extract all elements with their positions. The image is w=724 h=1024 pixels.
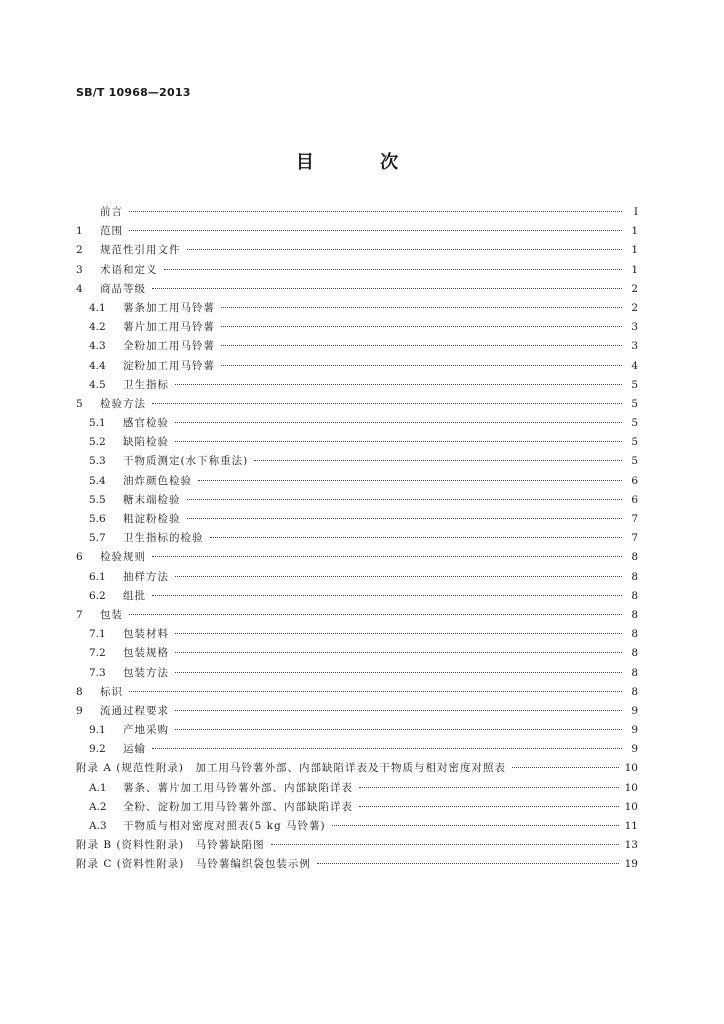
toc-subentry[interactable] — [76, 665, 638, 684]
toc-entry-page: 1 — [631, 225, 638, 238]
leader-dots — [359, 806, 619, 807]
toc-entry-title: 缺陷检验 — [123, 436, 169, 449]
toc-entry-title: 商品等级 — [100, 282, 146, 295]
toc-entry-number: 5.2 — [89, 436, 106, 449]
toc-entry-title: 运输 — [123, 743, 146, 756]
toc-entry[interactable] — [76, 262, 638, 281]
toc-entry-page: 5 — [631, 455, 638, 468]
toc-subentry[interactable] — [76, 722, 638, 741]
toc-entry-number: 6 — [76, 551, 83, 564]
toc-subentry[interactable] — [76, 741, 638, 760]
leader-dots — [129, 691, 622, 692]
leader-dots — [187, 249, 623, 250]
toc-entry-title: 油炸颜色检验 — [123, 474, 192, 487]
toc-entry-title: 薯片加工用马铃薯 — [123, 321, 215, 334]
toc-entry-page: 8 — [631, 647, 638, 660]
leader-dots — [359, 787, 619, 788]
toc-annex-entry[interactable] — [76, 760, 638, 779]
leader-dots — [221, 365, 622, 366]
toc-entry-title: 薯条加工用马铃薯 — [123, 301, 215, 314]
toc-entry-title: 干物质与相对密度对照表(5 kg 马铃薯) — [123, 820, 326, 832]
toc-entry-number: A.1 — [89, 781, 107, 794]
toc-entry-page: 7 — [631, 532, 638, 545]
toc-entry[interactable] — [76, 204, 638, 223]
leader-dots — [221, 307, 622, 308]
toc-entry-page: 1 — [631, 244, 638, 257]
toc-entry-title: 包装方法 — [123, 666, 169, 679]
toc-entry-number: 4 — [76, 282, 83, 295]
toc-entry-title: 全粉、淀粉加工用马铃薯外部、内部缺陷详表 — [123, 800, 353, 813]
toc-annex-entry[interactable] — [76, 837, 638, 856]
standard-code: SB/T 10968—2013 — [76, 86, 191, 99]
toc-entry-number: 9.2 — [89, 743, 106, 756]
toc-subentry[interactable] — [76, 626, 638, 645]
toc-entry[interactable] — [76, 396, 638, 415]
toc-entry-page: 9 — [631, 704, 638, 717]
leader-dots — [175, 672, 622, 673]
toc-entry-page: 5 — [631, 417, 638, 430]
toc-entry-page: 10 — [624, 781, 638, 794]
toc-entry-title: 包装 — [100, 608, 123, 621]
toc-entry-title: 附录 B (资料性附录) 马铃薯缺陷图 — [76, 839, 265, 852]
toc-entry-number: 4.3 — [89, 340, 106, 353]
toc-subentry[interactable] — [76, 319, 638, 338]
toc-entry-page: 10 — [624, 762, 638, 775]
toc-entry-number: 9 — [76, 704, 83, 717]
leader-dots — [254, 460, 622, 461]
toc-entry-title: 卫生指标的检验 — [123, 532, 204, 545]
toc-entry-page: 4 — [631, 359, 638, 372]
toc-entry-title: 组批 — [123, 589, 146, 602]
toc-entry-title: 抽样方法 — [123, 570, 169, 583]
leader-dots — [317, 863, 619, 864]
toc-entry-page: 11 — [624, 820, 638, 832]
leader-dots — [152, 595, 622, 596]
toc-entry-number: 8 — [76, 685, 83, 698]
toc-entry-title: 规范性引用文件 — [100, 244, 181, 257]
toc-entry[interactable] — [76, 281, 638, 300]
toc-entry-title: 附录 C (资料性附录) 马铃薯编织袋包装示例 — [76, 858, 311, 871]
table-of-contents — [76, 204, 638, 876]
leader-dots — [164, 269, 623, 270]
toc-entry-page: 8 — [631, 628, 638, 641]
leader-dots — [175, 422, 622, 423]
leader-dots — [221, 326, 622, 327]
toc-entry-title: 前言 — [100, 206, 123, 218]
toc-entry-number: 5.3 — [89, 455, 106, 468]
leader-dots — [221, 345, 622, 346]
toc-subentry[interactable] — [76, 415, 638, 434]
toc-entry-title: 粗淀粉检验 — [123, 513, 181, 525]
toc-entry-title: 术语和定义 — [100, 263, 158, 276]
toc-entry-title: 淀粉加工用马铃薯 — [123, 359, 215, 372]
toc-entry[interactable] — [76, 223, 638, 242]
toc-entry-number: 2 — [76, 244, 83, 257]
leader-dots — [271, 844, 619, 845]
toc-subentry[interactable] — [76, 434, 638, 453]
toc-entry-number: 6.1 — [89, 570, 106, 583]
toc-entry[interactable] — [76, 703, 638, 722]
toc-entry-number: 9.1 — [89, 724, 106, 737]
leader-dots — [175, 729, 622, 730]
toc-entry-title: 检验方法 — [100, 397, 146, 410]
toc-entry-number: 4.5 — [89, 378, 106, 391]
toc-entry[interactable] — [76, 242, 638, 261]
toc-entry-number: 5 — [76, 397, 83, 410]
toc-entry-page: 5 — [631, 436, 638, 449]
toc-entry-number: 4.2 — [89, 321, 106, 334]
toc-entry-page: 9 — [631, 724, 638, 737]
toc-entry-title: 流通过程要求 — [100, 704, 169, 717]
toc-subentry[interactable] — [76, 818, 638, 837]
toc-entry-page: 5 — [631, 378, 638, 391]
toc-subentry[interactable] — [76, 377, 638, 396]
toc-entry-page: 13 — [624, 839, 638, 852]
toc-subentry[interactable] — [76, 780, 638, 799]
toc-entry-page: 7 — [631, 513, 638, 525]
leader-dots — [129, 614, 622, 615]
toc-entry-number: 5.5 — [89, 493, 106, 506]
leader-dots — [152, 748, 622, 749]
leader-dots — [187, 499, 623, 500]
toc-entry-number: 4.1 — [89, 301, 106, 314]
leader-dots — [175, 576, 622, 577]
toc-annex-entry[interactable] — [76, 856, 638, 875]
toc-entry-number: A.3 — [89, 820, 107, 832]
leader-dots — [175, 633, 622, 634]
toc-entry-number: 4.4 — [89, 359, 106, 372]
toc-entry[interactable] — [76, 684, 638, 703]
toc-entry-page: 8 — [631, 685, 638, 698]
toc-entry-title: 薯条、薯片加工用马铃薯外部、内部缺陷详表 — [123, 781, 353, 794]
toc-entry-page: 3 — [631, 340, 638, 353]
toc-entry-page: 19 — [624, 858, 638, 871]
toc-entry-number: 7.3 — [89, 666, 106, 679]
leader-dots — [152, 403, 622, 404]
toc-entry-number: 3 — [76, 263, 83, 276]
toc-subentry[interactable] — [76, 588, 638, 607]
toc-entry-page: 6 — [631, 474, 638, 487]
leader-dots — [152, 288, 622, 289]
toc-subentry[interactable] — [76, 569, 638, 588]
toc-subentry[interactable] — [76, 530, 638, 549]
toc-entry-title: 检验规则 — [100, 551, 146, 564]
toc-entry-number: 5.1 — [89, 417, 106, 430]
toc-subentry[interactable] — [76, 300, 638, 319]
toc-entry-page: 2 — [631, 282, 638, 295]
leader-dots — [175, 710, 622, 711]
toc-entry-title: 范围 — [100, 225, 123, 238]
toc-subentry[interactable] — [76, 799, 638, 818]
toc-entry-number: 5.6 — [89, 513, 106, 525]
leader-dots — [210, 537, 623, 538]
toc-entry-page: 8 — [631, 551, 638, 564]
leader-dots — [332, 825, 619, 826]
toc-entry-page: 10 — [624, 800, 638, 813]
leader-dots — [512, 767, 619, 768]
toc-entry[interactable] — [76, 549, 638, 568]
toc-entry-number: 7 — [76, 608, 83, 621]
toc-entry-title: 包装材料 — [123, 628, 169, 641]
toc-entry[interactable] — [76, 607, 638, 626]
toc-entry-page: 8 — [631, 570, 638, 583]
leader-dots — [129, 211, 622, 212]
toc-entry-title: 感官检验 — [123, 417, 169, 430]
toc-entry-title: 全粉加工用马铃薯 — [123, 340, 215, 353]
toc-entry-page: 1 — [631, 263, 638, 276]
toc-entry-title: 包装规格 — [123, 647, 169, 660]
toc-entry-number: 1 — [76, 225, 83, 238]
toc-entry-title: 产地采购 — [123, 724, 169, 737]
toc-entry-page: Ⅰ — [633, 206, 638, 218]
toc-entry-page: 3 — [631, 321, 638, 334]
toc-entry-title: 标识 — [100, 685, 123, 698]
toc-subentry[interactable] — [76, 358, 638, 377]
toc-entry-page: 8 — [631, 589, 638, 602]
toc-subentry[interactable] — [76, 492, 638, 511]
toc-entry-number: 6.2 — [89, 589, 106, 602]
toc-entry-title: 糖末端检验 — [123, 493, 181, 506]
toc-entry-page: 9 — [631, 743, 638, 756]
leader-dots — [152, 556, 622, 557]
toc-entry-title: 附录 A (规范性附录) 加工用马铃薯外部、内部缺陷详表及干物质与相对密度对照表 — [76, 762, 506, 775]
leader-dots — [175, 652, 622, 653]
toc-entry-number: 7.1 — [89, 628, 106, 641]
toc-entry-page: 8 — [631, 666, 638, 679]
toc-entry-number: 7.2 — [89, 647, 106, 660]
toc-entry-page: 8 — [631, 608, 638, 621]
toc-entry-number: 5.4 — [89, 474, 106, 487]
toc-entry-number: A.2 — [89, 800, 107, 813]
leader-dots — [129, 230, 622, 231]
toc-subentry[interactable] — [76, 453, 638, 472]
toc-entry-page: 2 — [631, 301, 638, 314]
leader-dots — [175, 441, 622, 442]
toc-entry-title: 干物质测定(水下称重法) — [123, 455, 249, 468]
leader-dots — [175, 384, 622, 385]
toc-subentry[interactable] — [76, 473, 638, 492]
toc-entry-title: 卫生指标 — [123, 378, 169, 391]
toc-subentry[interactable] — [76, 511, 638, 530]
leader-dots — [198, 480, 622, 481]
toc-entry-page: 5 — [631, 397, 638, 410]
toc-subentry[interactable] — [76, 338, 638, 357]
toc-entry-number: 5.7 — [89, 532, 106, 545]
leader-dots — [187, 518, 623, 519]
toc-subentry[interactable] — [76, 645, 638, 664]
toc-title: 目 次 — [295, 152, 429, 173]
toc-entry-page: 6 — [631, 493, 638, 506]
